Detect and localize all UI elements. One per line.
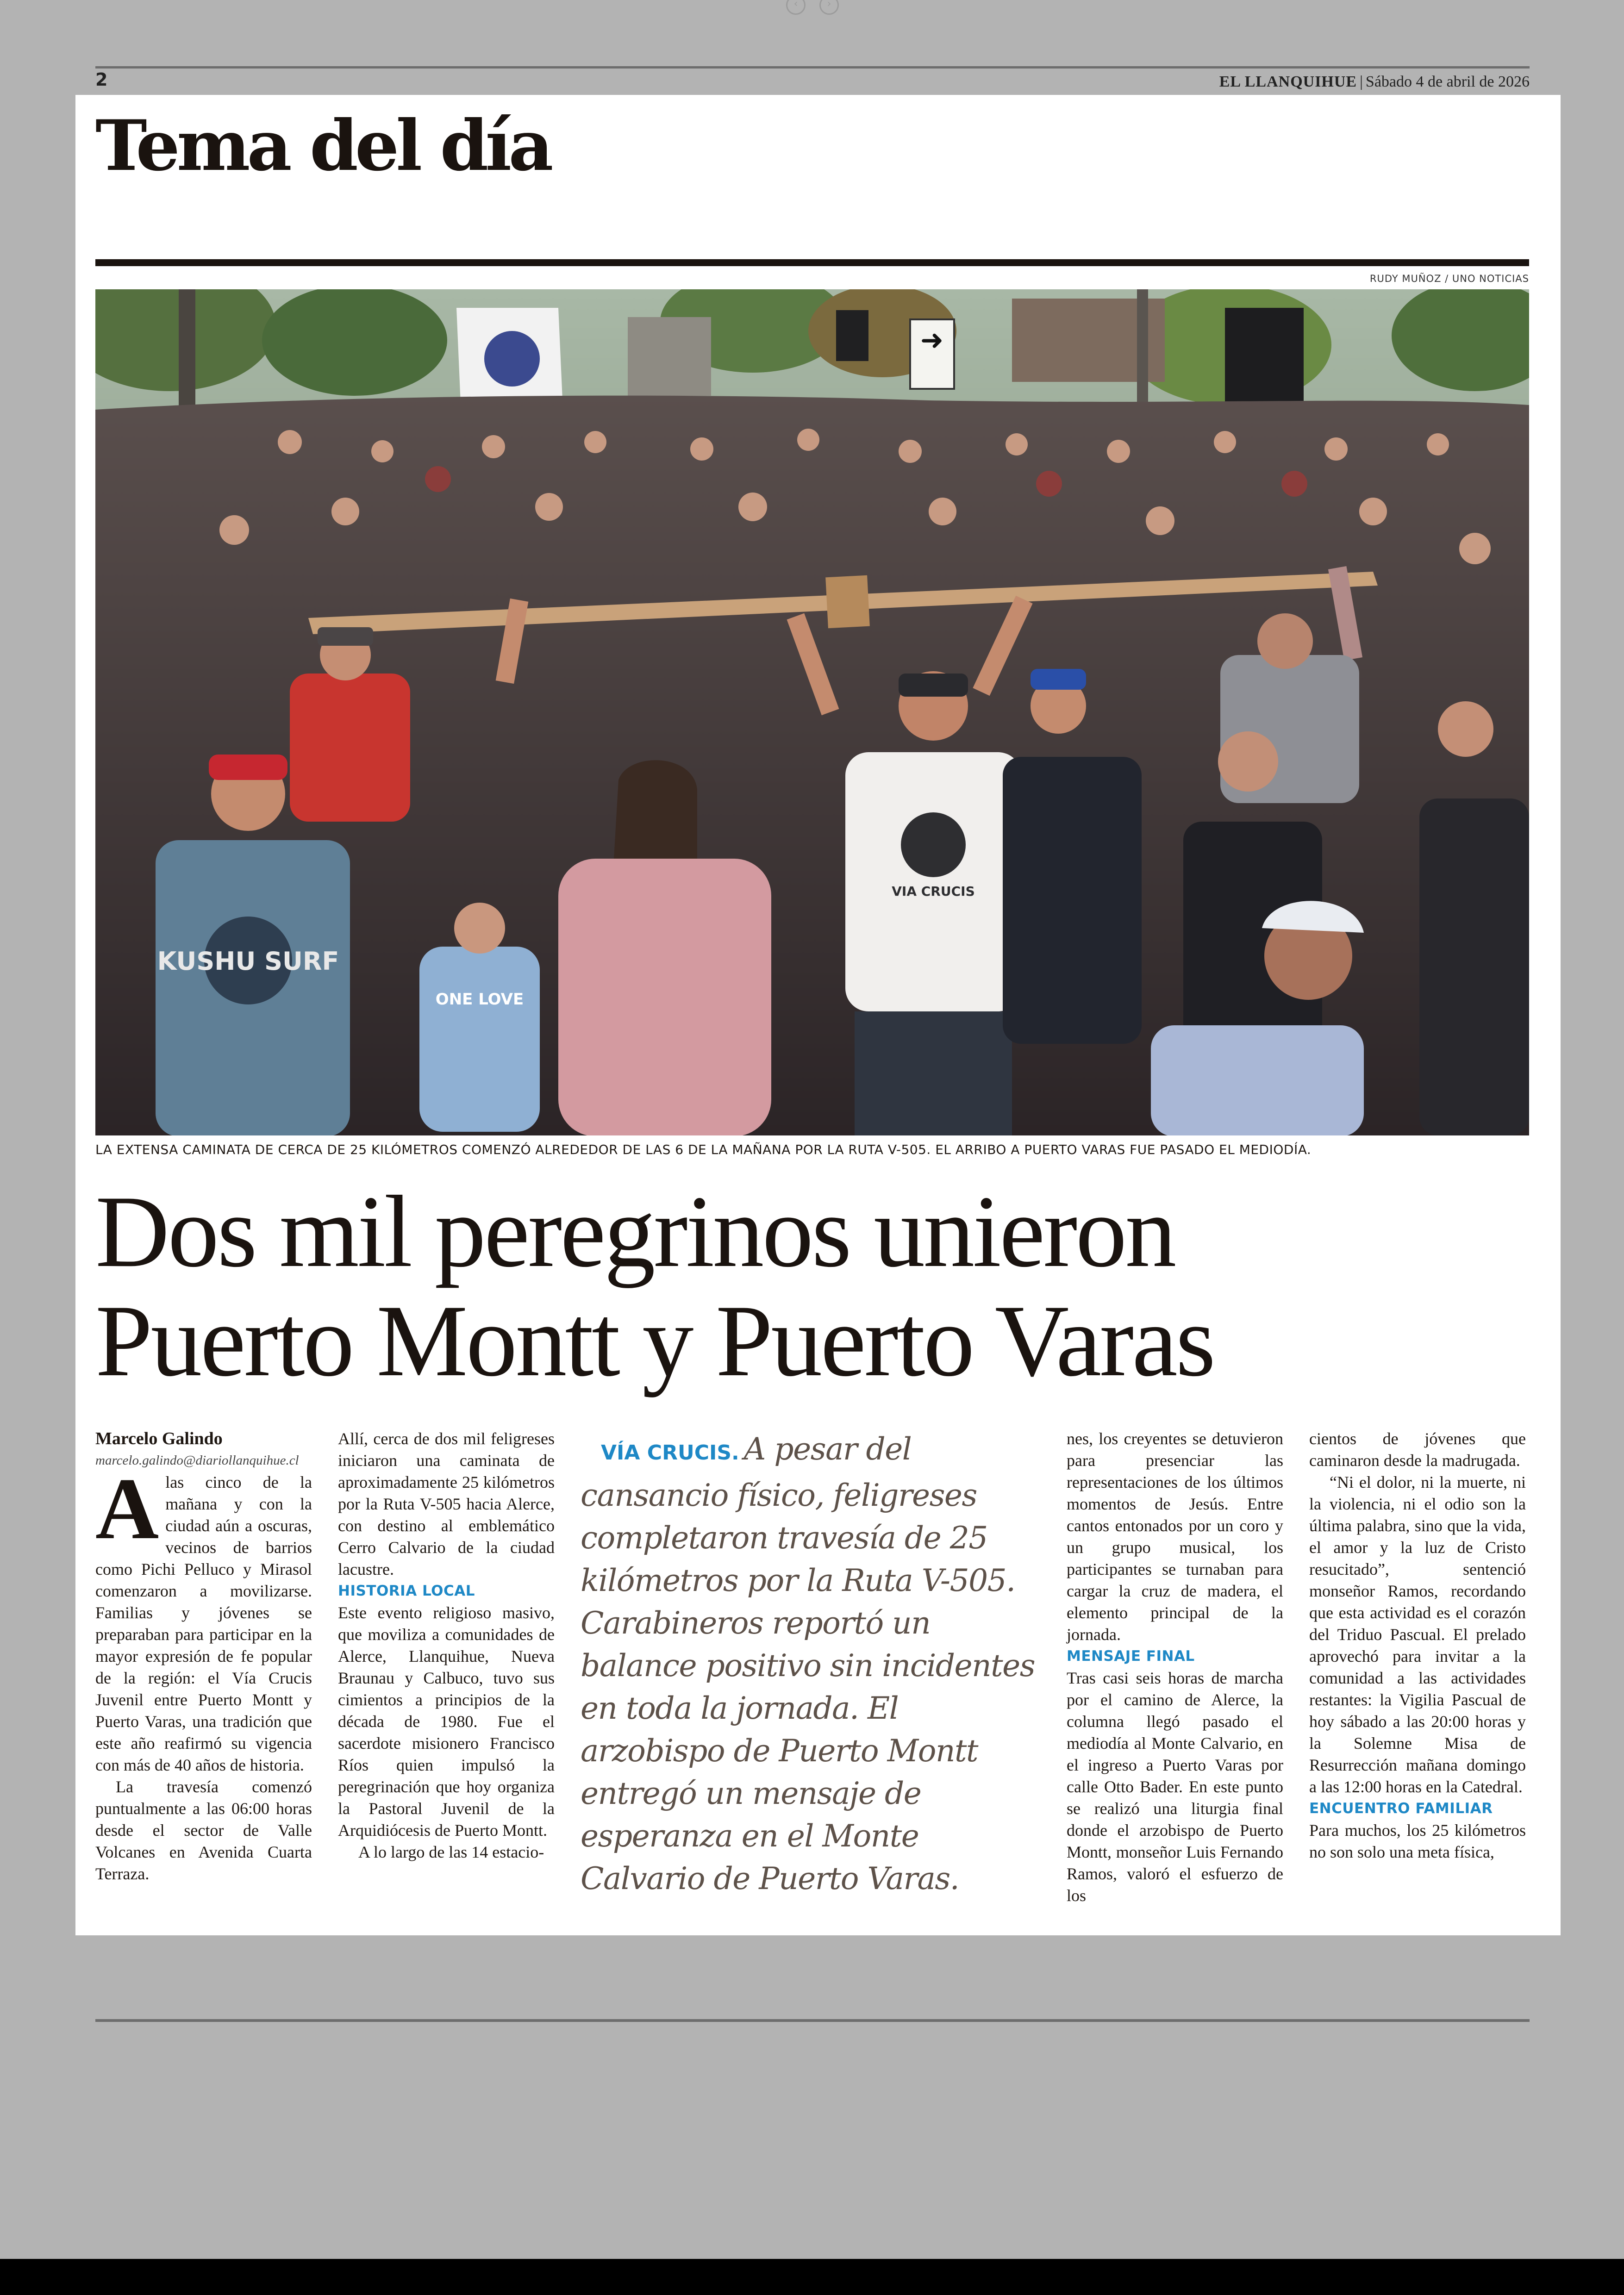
body-paragraph: Este evento religioso masivo, que moviliza a comunidades de Alerce, Llanquihue, Nueva Braunau y Calbuco, tuvo sus cimientos a principios de la década de 1980. Fue el sacerdote misionero Francisco Ríos quien impulsó la peregrinación que hoy organiza la Pastoral Juvenil de la Arquidiócesis de Puerto Montt. [338, 1603, 555, 1840]
main-photo [95, 289, 1529, 1135]
body-paragraph: cientos de jóvenes que caminaron desde la madrugada. [1309, 1429, 1526, 1470]
subhead-historia-local: HISTORIA LOCAL [338, 1583, 475, 1599]
quote-paragraph: “Ni el dolor, ni la muerte, ni la violencia, ni el odio son la última palabra, sino que la vida, el amor y la luz de Cristo resucitado”, sentenció monseñor Ramos, recordando que esta actividad es el corazón del Triduo Pascual. El prelado aprovechó para invitar a la comunidad a las actividades restantes: la Vigilia Pascual de hoy sábado a las 20:00 horas y la Solemne Misa de Resurrección mañana domingo a las 12:00 horas en la Catedral. [1309, 1473, 1526, 1796]
author-email[interactable]: marcelo.galindo@diariollanquihue.cl [95, 1453, 299, 1468]
headline-line-2: Puerto Montt y Puerto Varas [95, 1284, 1214, 1398]
body-paragraph: Tras casi seis horas de marcha por el camino de Alerce, la columna llegó pasado el mediodía al Monte Calvario, en el ingreso a Puerto Varas por calle Otto Bader. En este punto se realizó una liturgia final donde el arzobispo de Puerto Montt, monseñor Luis Fernando Ramos, valoró el esfuerzo de los [1067, 1669, 1283, 1905]
column-1 [95, 1428, 312, 1885]
crowd-photo-illustration [95, 289, 1529, 1135]
next-page-icon[interactable]: › [819, 0, 839, 15]
photo-credit: RUDY MUÑOZ / UNO NOTICIAS [1369, 273, 1529, 284]
body-paragraph: Para muchos, los 25 kilómetros no son solo una meta física, [1309, 1821, 1526, 1861]
viewer-bottom-bar [0, 2259, 1624, 2295]
paper-name: EL LLANQUIHUE [1219, 73, 1357, 90]
section-rule [95, 259, 1529, 266]
page-number: 2 [95, 69, 108, 90]
body-paragraph: La travesía comenzó puntualmente a las 06:00 horas desde el sector de Valle Volcanes en Avenida Cuarta Terraza. [95, 1777, 312, 1883]
drop-cap: A [95, 1460, 159, 1558]
folio [1219, 73, 1530, 91]
column-2 [338, 1428, 555, 1863]
shirt-left-text: KUSHU SURF [157, 947, 339, 976]
column-4 [1067, 1428, 1283, 1907]
subhead-encuentro-familiar: ENCUENTRO FAMILIAR [1309, 1800, 1493, 1817]
bottom-rule [95, 2019, 1530, 2022]
page-nav [778, 0, 847, 16]
column-5 [1309, 1428, 1526, 1863]
deck-column [581, 1428, 1043, 1900]
shirt-center-text: VIA CRUCIS [892, 884, 975, 899]
deck [581, 1428, 1043, 1900]
shirt-child-text: ONE LOVE [435, 990, 524, 1009]
body-paragraph: Allí, cerca de dos mil feligreses iniciaron una caminata de aproximadamente 25 kilómetros por la Ruta V-505 hacia Alerce, con destino al emblemático Cerro Calvario de la ciudad lacustre. [338, 1429, 555, 1578]
newspaper-page [75, 95, 1561, 1935]
author-name: Marcelo Galindo [95, 1429, 223, 1448]
svg-text:➜: ➜ [920, 324, 944, 356]
top-rule [95, 66, 1530, 69]
deck-text: A pesar del cansancio físico, feligreses completaron travesía de 25 kilómetros por la Ruta V-505. Carabineros reportó un balance positivo sin incidentes en toda la jornada. El arzobispo de Puerto Montt entregó un mensaje de esperanza en el Monte Calvario de Puerto Varas. [581, 1431, 1035, 1896]
deck-kicker: VÍA CRUCIS. [601, 1441, 739, 1465]
folio-separator: | [1360, 73, 1363, 90]
headline [95, 1177, 1529, 1396]
headline-line-1: Dos mil peregrinos unieron [95, 1175, 1175, 1289]
section-title: Tema del día [95, 105, 550, 187]
body-paragraph: A lo largo de las 14 estacio- [358, 1843, 544, 1861]
prev-page-icon[interactable]: ‹ [786, 0, 806, 15]
issue-date: Sábado 4 de abril de 2026 [1365, 73, 1530, 90]
photo-caption: LA EXTENSA CAMINATA DE CERCA DE 25 KILÓMETROS COMENZÓ ALREDEDOR DE LAS 6 DE LA MAÑANA POR LA RUTA V-505. EL ARRIBO A PUERTO VARAS FUE PASADO EL MEDIODÍA. [95, 1142, 1312, 1157]
lead-text: las cinco de la mañana y con la ciudad aún a oscuras, vecinos de barrios como Pichi Pelluco y Mirasol comenzaron a movilizarse. Familias y jóvenes se preparaban para participar en la mayor expresión de fe popular de la región: el Vía Crucis Juvenil entre Puerto Montt y Puerto Varas, una tradición que este año reafirmó su vigencia con más de 40 años de historia. [95, 1473, 312, 1774]
body-paragraph: nes, los creyentes se detuvieron para presenciar las representaciones de los últimos momentos de Jesús. Entre cantos entonados por un coro y un grupo musical, los participantes se turnaban para cargar la cruz de madera, el elemento principal de la jornada. [1067, 1429, 1283, 1644]
subhead-mensaje-final: MENSAJE FINAL [1067, 1648, 1195, 1665]
